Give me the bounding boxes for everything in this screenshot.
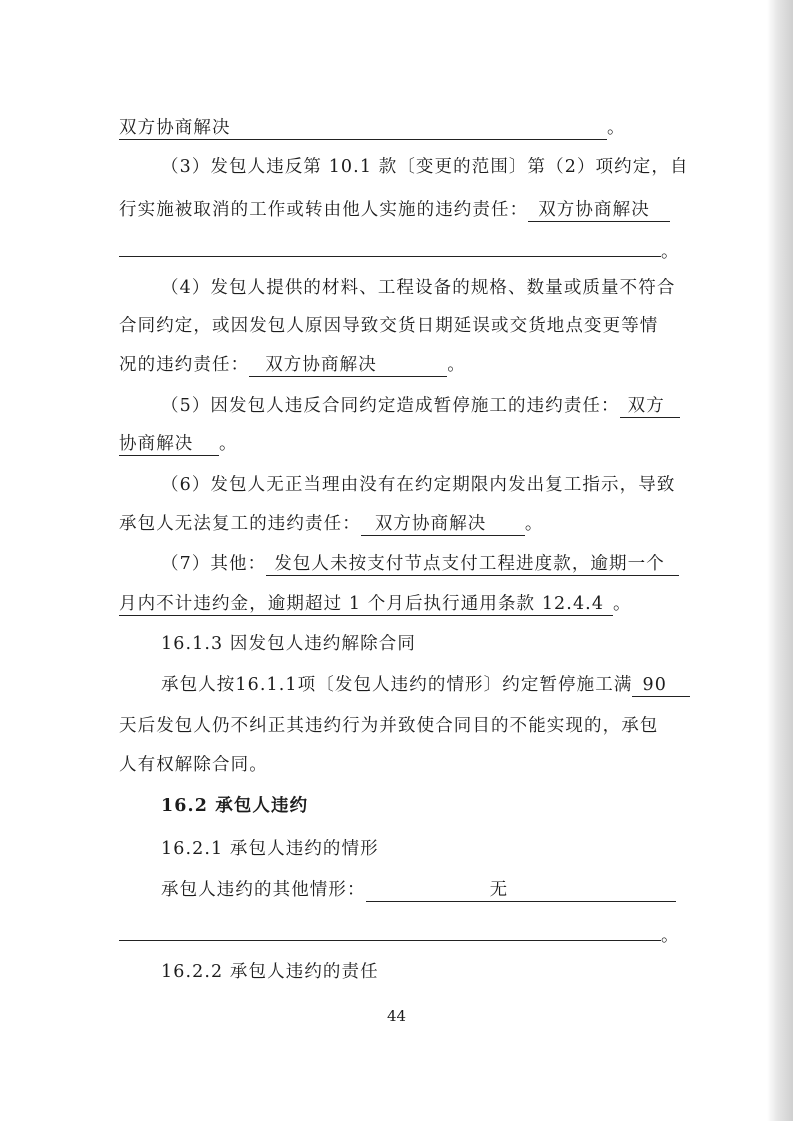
scan-edge <box>767 0 793 1121</box>
text-line: （3）发包人违反第 10.1 款〔变更的范围〕第（2）项约定，自 <box>161 157 689 177</box>
text-line: 16.1.3 因发包人违约解除合同 <box>161 634 416 654</box>
empty-blank <box>119 238 661 257</box>
filled-blank: 双方协商解决 <box>249 354 447 377</box>
text-line: 人有权解除合同。 <box>119 755 268 775</box>
text-line: 承包人无法复工的违约责任： 双方协商解决 。 <box>119 514 544 534</box>
filled-blank: 无 <box>366 879 676 902</box>
text-line: 协商解决 。 <box>119 434 238 454</box>
filled-blank: 90 <box>632 674 690 697</box>
filled-blank: 协商解决 <box>119 433 219 456</box>
filled-blank: 发包人未按支付节点支付工程进度款，逾期一个 <box>266 553 679 576</box>
text-line: 天后发包人仍不纠正其违约行为并致使合同目的不能实现的，承包 <box>119 716 659 736</box>
text-line: 承包人违约的其他情形： 无 <box>161 878 676 902</box>
text-line: 16.2.2 承包人违约的责任 <box>161 962 379 982</box>
text-line: 双方协商解决 。 <box>119 118 626 138</box>
text-line: （6）发包人无正当理由没有在约定期限内发出复工指示，导致 <box>161 475 676 495</box>
text-line: （5）因发包人违反合同约定造成暂停施工的违约责任： 双方 <box>161 394 680 418</box>
text-line: 合同约定，或因发包人原因导致交货日期延误或交货地点变更等情 <box>119 316 659 336</box>
text-line: 月内不计违约金，逾期超过 1 个月后执行通用条款 12.4.4 。 <box>119 594 632 614</box>
page-number: 44 <box>386 1007 407 1025</box>
text-line: 。 <box>119 238 680 264</box>
filled-blank: 月内不计违约金，逾期超过 1 个月后执行通用条款 12.4.4 <box>119 593 613 616</box>
text-line: 行实施被取消的工作或转由他人实施的违约责任： 双方协商解决 <box>119 198 670 222</box>
text-line: 承包人按16.1.1项〔发包人违约的情形〕约定暂停施工满 90 <box>161 673 690 697</box>
text-line: 16.2.1 承包人违约的情形 <box>161 839 379 859</box>
text-line: （7）其他： 发包人未按支付节点支付工程进度款，逾期一个 <box>161 552 679 576</box>
text-line: 。 <box>119 922 680 948</box>
filled-blank: 双方协商解决 <box>361 513 525 536</box>
filled-blank: 双方协商解决 <box>119 117 607 140</box>
empty-blank <box>119 922 661 941</box>
filled-blank: 双方 <box>620 395 680 418</box>
section-heading: 16.2 承包人违约 <box>161 796 309 816</box>
text-line: （4）发包人提供的材料、工程设备的规格、数量或质量不符合 <box>161 278 676 298</box>
text-line: 况的违约责任： 双方协商解决 。 <box>119 355 466 375</box>
filled-blank: 双方协商解决 <box>528 199 670 222</box>
